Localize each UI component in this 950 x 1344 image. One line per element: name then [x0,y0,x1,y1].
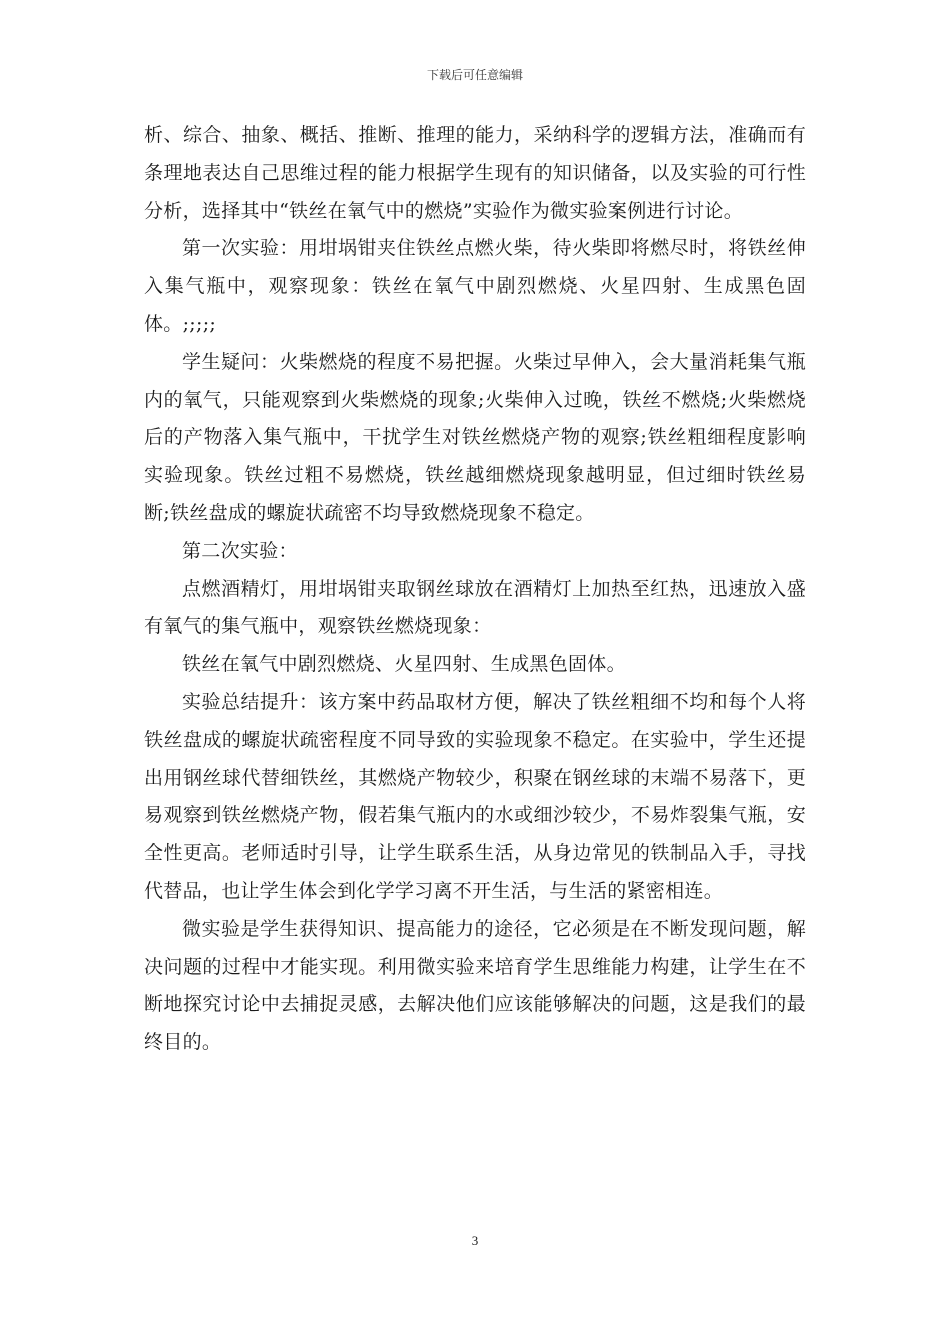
paragraph-first-experiment: 第一次实验：用坩埚钳夹住铁丝点燃火柴，待火柴即将燃尽时，将铁丝伸入集气瓶中，观察现象：铁丝在氧气中剧烈燃烧、火星四射、生成黑色固体。;;;;; [144,237,806,335]
paragraph-summary: 实验总结提升：该方案中药品取材方便，解决了铁丝粗细不均和每个人将铁丝盘成的螺旋状疏密程度不同导致的实验现象不稳定。在实验中，学生还提出用钢丝球代替细铁丝，其燃烧产物较少，积聚在钢丝球的末端不易落下，更易观察到铁丝燃烧产物，假若集气瓶内的水或细沙较少，不易炸裂集气瓶，安全性更高。老师适时引导，让学生联系生活，从身边常见的铁制品入手，寻找代替品，也让学生体会到化学学习离不开生活，与生活的紧密相连。 [144,690,806,902]
paragraph-second-experiment-heading: 第二次实验： [182,539,298,562]
paragraph-second-experiment-steps: 点燃酒精灯，用坩埚钳夹取钢丝球放在酒精灯上加热至红热，迅速放入盛有氧气的集气瓶中，观察铁丝燃烧现象： [144,577,806,638]
page-header: 下载后可任意编辑 [426,68,523,82]
document-body [144,117,806,1062]
paragraph-student-questions: 学生疑问：火柴燃烧的程度不易把握。火柴过早伸入，会大量消耗集气瓶内的氧气，只能观察到火柴燃烧的现象;火柴伸入过晚，铁丝不燃烧;火柴燃烧后的产物落入集气瓶中，干扰学生对铁丝燃烧产物的观察;铁丝粗细程度影响实验现象。铁丝过粗不易燃烧，铁丝越细燃烧现象越明显，但过细时铁丝易断;铁丝盘成的螺旋状疏密不均导致燃烧现象不稳定。 [144,350,806,524]
paragraph-continuation: 析、综合、抽象、概括、推断、推理的能力，采纳科学的逻辑方法，准确而有条理地表达自己思维过程的能力根据学生现有的知识储备，以及实验的可行性分析，选择其中“铁丝在氧气中的燃烧”实验作为微实验案例进行讨论。 [144,124,806,222]
paragraph-conclusion: 微实验是学生获得知识、提高能力的途径，它必须是在不断发现问题，解决问题的过程中才能实现。利用微实验来培育学生思维能力构建，让学生在不断地探究讨论中去捕捉灵感，去解决他们应该能够解决的问题，这是我们的最终目的。 [144,917,806,1054]
page-number: 3 [471,1233,479,1248]
paragraph-second-experiment-result: 铁丝在氧气中剧烈燃烧、火星四射、生成黑色固体。 [182,653,626,676]
